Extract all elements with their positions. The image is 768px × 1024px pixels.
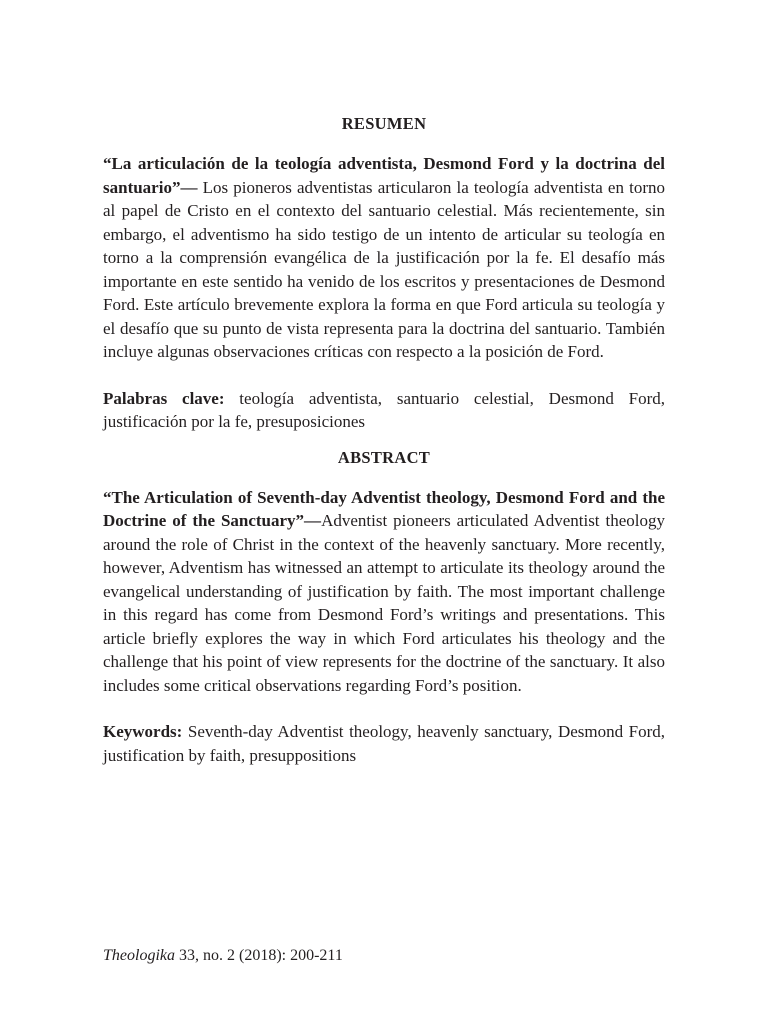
resumen-body-text: Los pioneros adventistas articularon la teología adventista en torno al papel de Cristo en el contexto del santuario celestial. Más recientemente, sin embargo, el adventismo ha sido testigo de un intento de articular su teología en torno a la comprensión evangélica de la justificación por la fe. El desafío más importante en este sentido ha venido de los escritos y presentaciones de Desmond Ford. Este artículo brevemente explora la forma en que Ford articula su teología y el desafío que su punto de vista representa para la doctrina del santuario. También incluye algunas observaciones críticas con respecto a la posición de Ford. <box>103 177 665 361</box>
abstract-body-text: Adventist pioneers articulated Adventist theology around the role of Christ in the context of the heavenly sanctuary. More recently, however, Adventism has witnessed an attempt to articulate its theology around the evangelical understanding of justification by faith. The most important challenge in this regard has come from Desmond Ford’s writings and presentations. This article briefly explores the way in which Ford articulates his theology and the challenge that his point of view represents for the doctrine of the sanctuary. It also includes some critical observations regarding Ford’s position. <box>103 511 665 695</box>
palabras-clave <box>103 387 665 434</box>
article-page <box>103 112 665 767</box>
citation-footer <box>103 945 343 967</box>
keywords-label: Keywords: <box>103 722 183 741</box>
resumen-title: “La articulación de la teología adventista, Desmond Ford y la doctrina del santuario”— <box>103 154 665 197</box>
resumen-paragraph <box>103 152 665 364</box>
palabras-clave-text: teología adventista, santuario celestial, Desmond Ford, justificación por la fe, presuposiciones <box>103 388 665 431</box>
abstract-title: “The Articulation of Seventh-day Adventist theology, Desmond Ford and the Doctrine of the Sanctuary”— <box>103 487 665 530</box>
abstract-heading: ABSTRACT <box>337 447 431 467</box>
journal-name: Theologika <box>103 947 175 964</box>
palabras-clave-label: Palabras clave: <box>103 388 225 408</box>
abstract-paragraph <box>103 486 665 698</box>
keywords-text: Seventh-day Adventist theology, heavenly sanctuary, Desmond Ford, justification by faith, presuppositions <box>103 722 665 765</box>
citation-details: 33, no. 2 (2018): 200-211 <box>175 947 343 964</box>
keywords <box>103 720 665 767</box>
resumen-heading: RESUMEN <box>341 114 427 133</box>
